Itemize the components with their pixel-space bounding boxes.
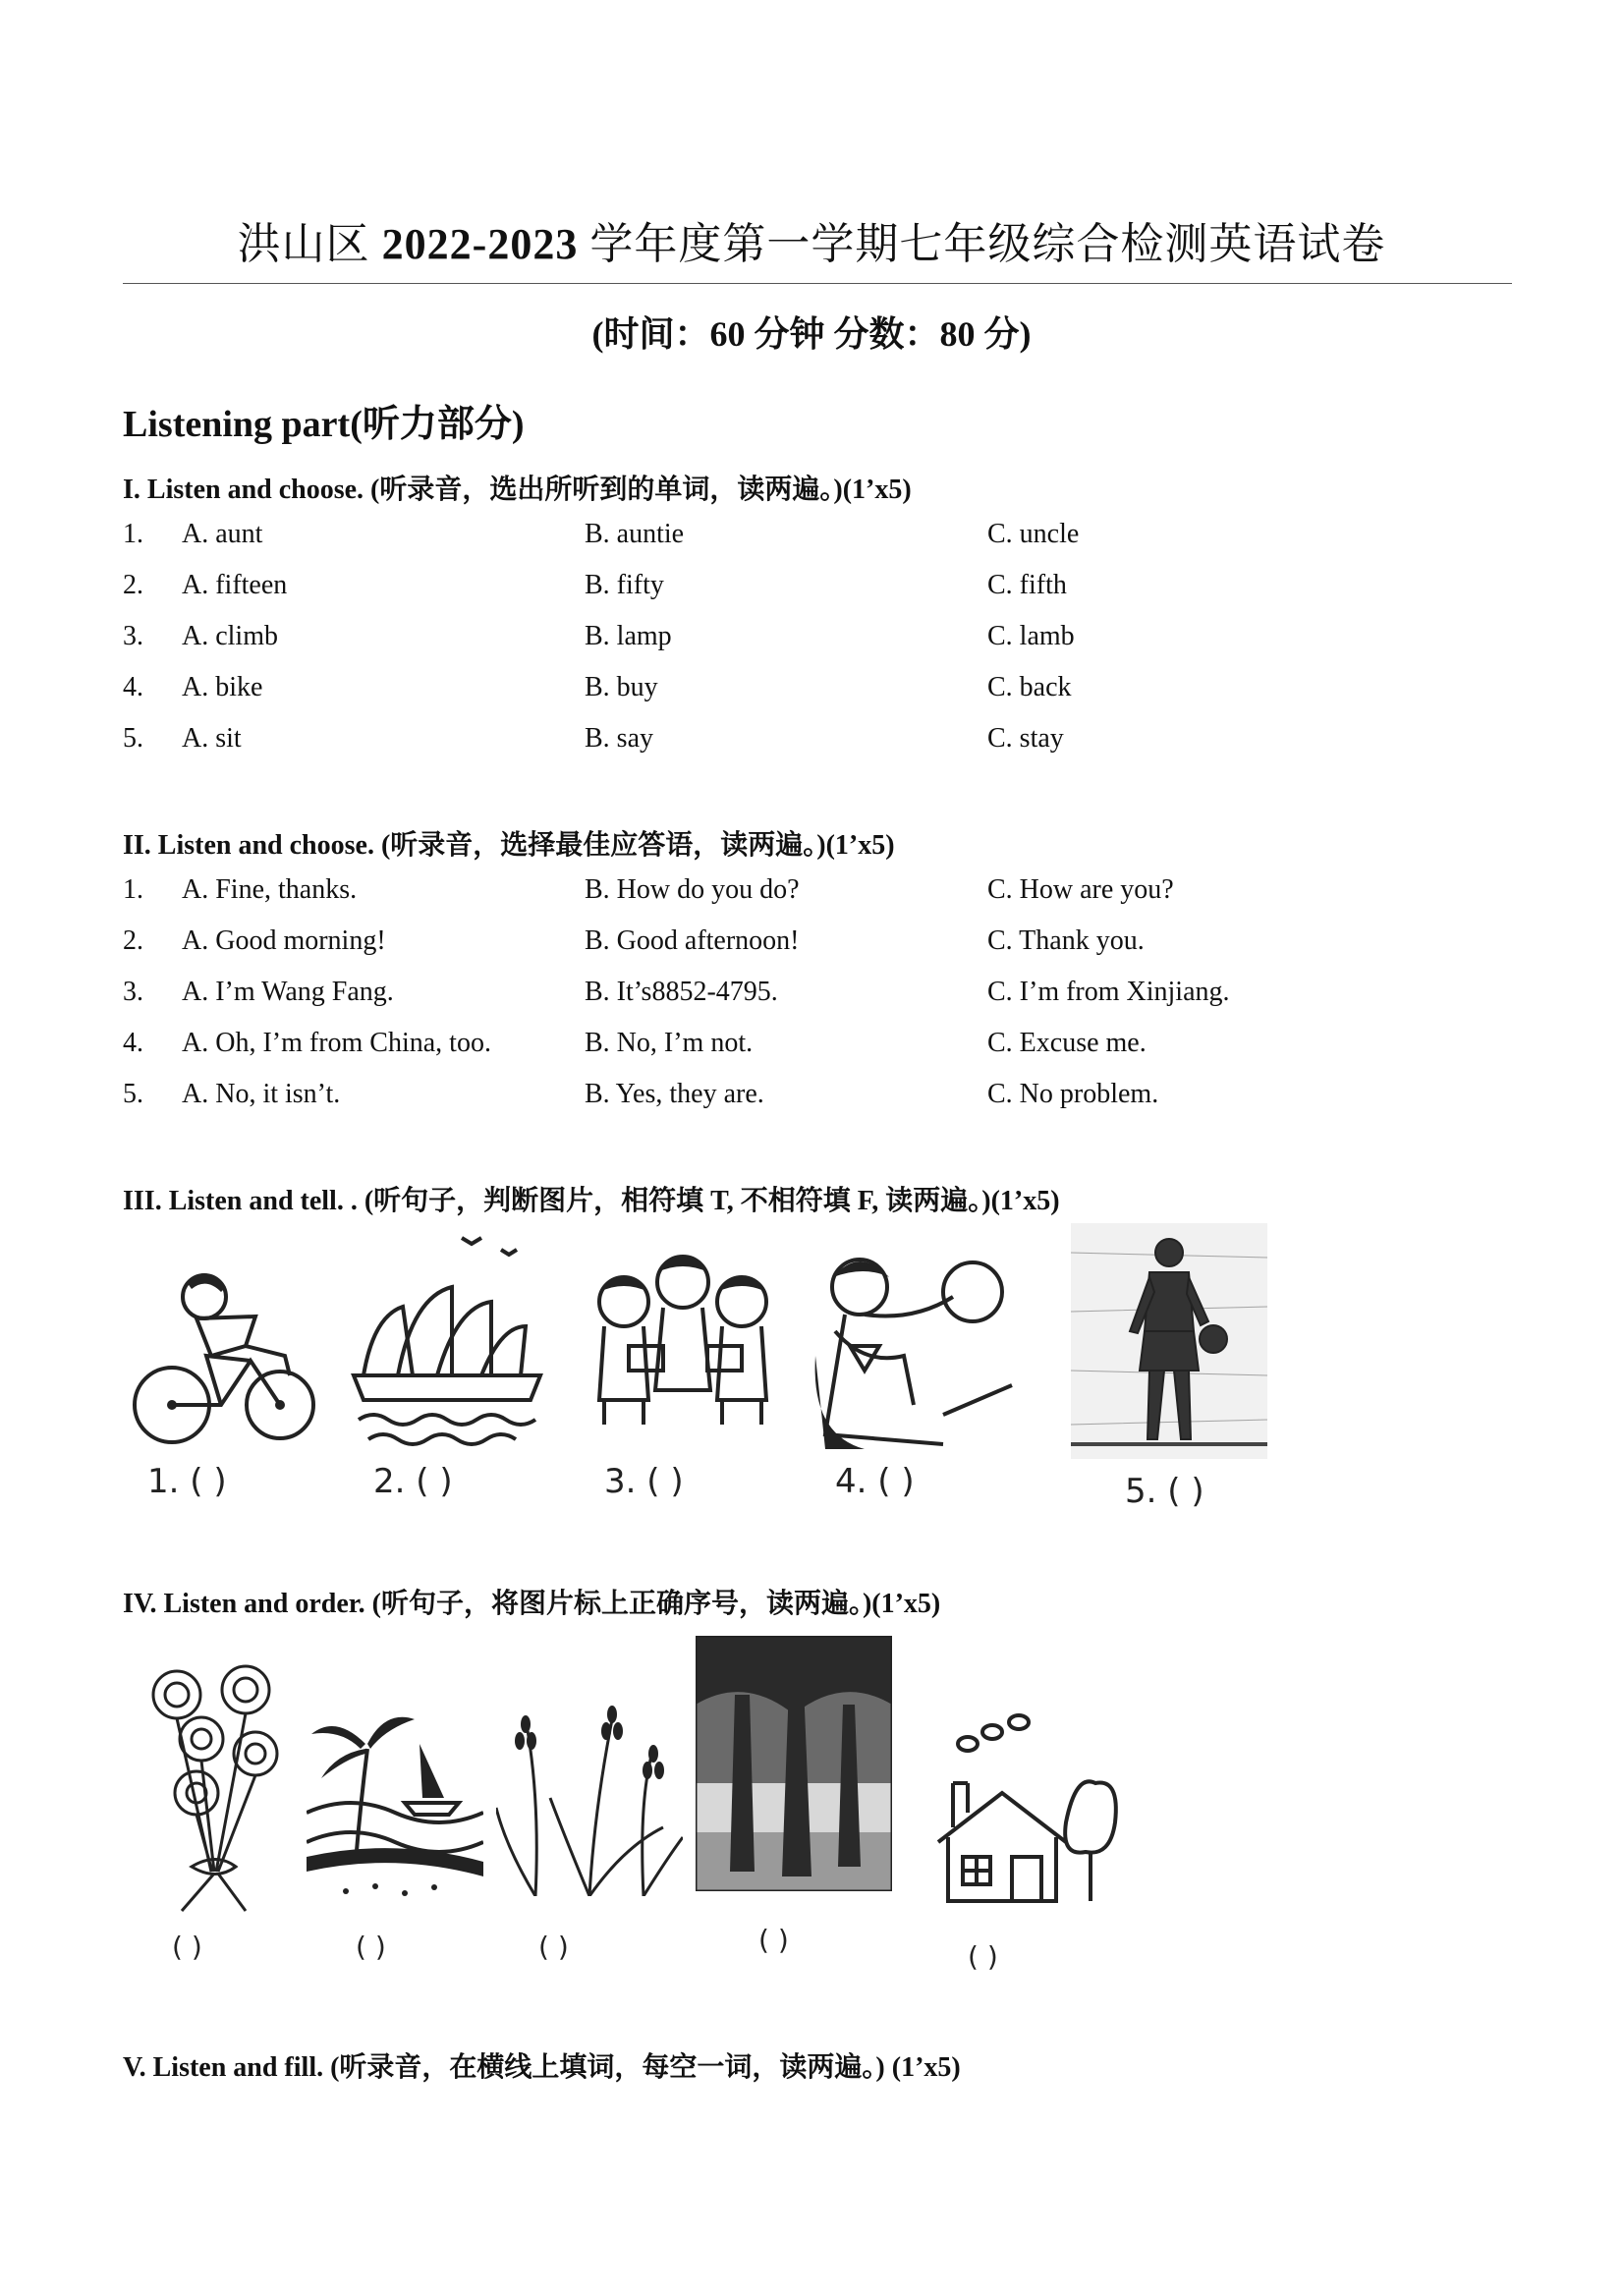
option-c: C. Excuse me.	[987, 1028, 1147, 1058]
title-year: 2022-2023	[381, 220, 579, 268]
option-a: A. Oh, I’m from China, too.	[182, 1028, 491, 1058]
roses-icon	[138, 1655, 295, 1921]
section4-heading: IV. Listen and order. (听句子，将图片标上正确序号，读两遍。)(1’x5)	[123, 1589, 941, 1619]
option-c: C. No problem.	[987, 1079, 1159, 1109]
option-a: A. Good morning!	[182, 925, 386, 956]
section1-row	[123, 672, 1400, 711]
title-divider	[123, 283, 1512, 284]
listening-part-title: Listening part(听力部分)	[123, 404, 525, 445]
section2-heading: II. Listen and choose. (听录音，选择最佳应答语，读两遍。)(1’x5)	[123, 830, 895, 861]
section2-row	[123, 1028, 1400, 1067]
answer-bracket: ( )	[968, 1940, 998, 1973]
option-a: A. Fine, thanks.	[182, 874, 358, 905]
item-number: 1.	[123, 874, 143, 905]
cyclist-icon	[128, 1258, 324, 1454]
item-number: 2.	[123, 570, 143, 600]
option-c: C. lamb	[987, 621, 1075, 651]
house-icon	[928, 1685, 1125, 1911]
section1-heading: I. Listen and choose. (听录音，选出所听到的单词，读两遍。)(1’x5)	[123, 475, 912, 505]
option-c: C. stay	[987, 723, 1064, 754]
answer-bracket: ( )	[758, 1924, 789, 1956]
option-c: C. back	[987, 672, 1072, 702]
item-number: 5.	[123, 1079, 143, 1109]
answer-bracket: 1. ( )	[147, 1462, 227, 1501]
item-number: 3.	[123, 621, 143, 651]
section1-row	[123, 570, 1400, 609]
children-reading-icon	[585, 1243, 781, 1429]
item-number: 5.	[123, 723, 143, 754]
section1-row	[123, 621, 1400, 660]
option-a: A. fifteen	[182, 570, 288, 600]
option-b: B. lamp	[585, 621, 672, 651]
exam-title	[0, 208, 1623, 271]
section1-row	[123, 723, 1400, 762]
option-a: A. I’m Wang Fang.	[182, 977, 394, 1007]
option-b: B. say	[585, 723, 653, 754]
item-number: 4.	[123, 1028, 143, 1058]
option-c: C. Thank you.	[987, 925, 1145, 956]
section2-row	[123, 977, 1400, 1016]
title-name: 学年度第一学期七年级综合检测英语试卷	[578, 220, 1386, 268]
section1-row	[123, 519, 1400, 558]
answer-bracket: 4. ( )	[835, 1462, 915, 1501]
item-number: 4.	[123, 672, 143, 702]
option-a: A. aunt	[182, 519, 263, 549]
option-a: A. No, it isn’t.	[182, 1079, 341, 1109]
answer-bracket: 5. ( )	[1125, 1472, 1204, 1511]
option-a: A. climb	[182, 621, 278, 651]
option-b: B. auntie	[585, 519, 685, 549]
superman-icon	[806, 1238, 1022, 1454]
option-b: B. fifty	[585, 570, 664, 600]
item-number: 3.	[123, 977, 143, 1007]
answer-bracket: ( )	[356, 1931, 386, 1963]
option-c: C. I’m from Xinjiang.	[987, 977, 1230, 1007]
opera-house-icon	[344, 1218, 560, 1454]
option-b: B. How do you do?	[585, 874, 800, 905]
option-a: A. bike	[182, 672, 263, 702]
exam-subtitle: (时间：60 分钟 分数：80 分)	[591, 314, 1032, 354]
section3-heading: III. Listen and tell. . (听句子，判断图片，相符填 T, 不相符填 F, 读两遍。)(1’x5)	[123, 1186, 1060, 1216]
rice-plants-icon	[496, 1680, 683, 1896]
option-c: C. How are you?	[987, 874, 1174, 905]
item-number: 1.	[123, 519, 143, 549]
title-district: 洪山区	[237, 220, 382, 268]
option-b: B. Good afternoon!	[585, 925, 800, 956]
option-a: A. sit	[182, 723, 242, 754]
option-b: B. buy	[585, 672, 658, 702]
section2-row	[123, 925, 1400, 965]
option-b: B. Yes, they are.	[585, 1079, 764, 1109]
basketball-player-icon	[1071, 1223, 1267, 1459]
section2-row	[123, 874, 1400, 914]
item-number: 2.	[123, 925, 143, 956]
option-b: B. No, I’m not.	[585, 1028, 754, 1058]
forest-icon	[696, 1636, 892, 1891]
section5-heading: V. Listen and fill. (听录音，在横线上填词，每空一词，读两遍。) (1’x5)	[123, 2052, 961, 2083]
answer-bracket: ( )	[172, 1931, 202, 1963]
option-b: B. It’s8852-4795.	[585, 977, 778, 1007]
answer-bracket: 3. ( )	[604, 1462, 684, 1501]
option-c: C. fifth	[987, 570, 1067, 600]
beach-palm-icon	[307, 1705, 483, 1901]
option-c: C. uncle	[987, 519, 1080, 549]
section2-row	[123, 1079, 1400, 1118]
answer-bracket: ( )	[538, 1931, 569, 1963]
answer-bracket: 2. ( )	[373, 1462, 453, 1501]
